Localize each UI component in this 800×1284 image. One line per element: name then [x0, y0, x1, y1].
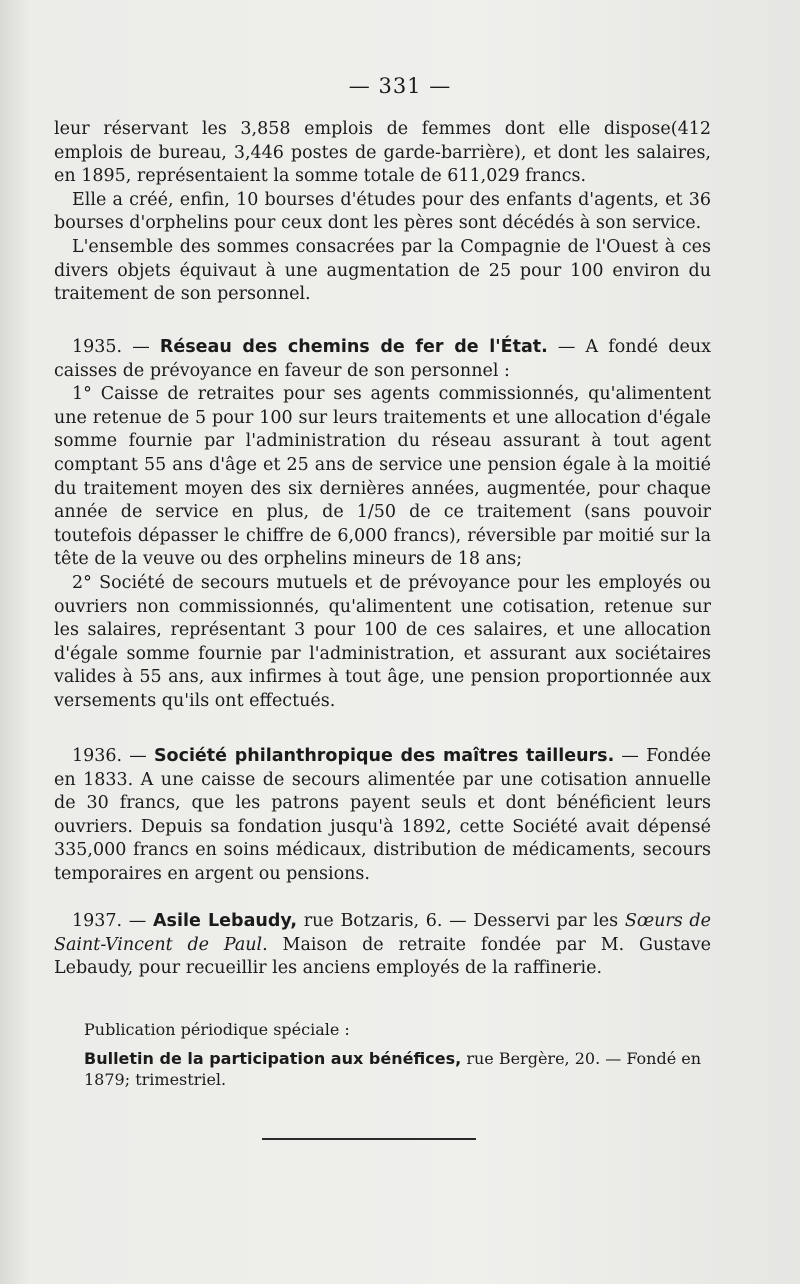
intro-paragraph-1: leur réservant les 3,858 emplois de femmes dont elle dispose(412 emplois de bureau, 3,446 postes de garde-barrière), et dont les salaires, en 1895, représentaient la somme totale de 611,029 francs. [54, 119, 711, 187]
entry-body-continued: Maison de retraite fondée par M. Gustave Lebaudy, pour recueillir les anciens employés de la raffinerie. [54, 934, 711, 979]
entry-italic: Sœurs de Saint-Vincent de Paul. [54, 911, 711, 955]
end-rule [262, 1138, 476, 1140]
bulletin-title: Bulletin de la participation aux bénéfices, [84, 1049, 462, 1068]
entry-1935 [54, 336, 711, 714]
entry-title: Société philanthropique des maîtres tailleurs. [153, 746, 615, 766]
page-number: — 331 — [348, 74, 452, 98]
entry-1935-item-2: 2° Société de secours mutuels et de prévoyance pour les employés ou ouvriers non commissionnés, qu'alimentent une cotisation, retenue sur les salaires, représentant 3 pour 100 de ces salaires, et une allocation d'égale somme fournie par l'administration, et assurant aux sociétaires valides à 55 ans, aux infirmes à tout âge, une pension proportionnée aux versements qu'ils ont effectués. [54, 572, 711, 711]
entry-1936-paragraph [54, 745, 711, 887]
entry-number: 1937. — [72, 911, 147, 931]
intro-paragraph-3: L'ensemble des sommes consacrées par la Compagnie de l'Ouest à ces divers objets équivaut à une augmentation de 25 pour 100 environ du traitement de son personnel. [54, 236, 711, 305]
entry-body: rue Botzaris, 6. — Desservi par les [297, 911, 625, 931]
entry-number: 1935. — [72, 337, 150, 357]
intro-paragraph-2: Elle a créé, enfin, 10 bourses d'études pour des enfants d'agents, et 36 bourses d'orphelins pour ceux dont les pères sont décédés à son service. [54, 189, 711, 234]
entry-1937-paragraph [54, 910, 711, 981]
entry-body: — Fondée en 1833. A une caisse de secours alimentée par une cotisation annuelle de 30 francs, que les patrons payent seuls et dont bénéficient leurs ouvriers. Depuis sa fondation jusqu'à 1892, cette Société avait dépensé 335,000 francs en soins médicaux, distribution de médicaments, secours temporaires en argent ou pensions. [54, 746, 711, 884]
intro-section [54, 118, 711, 307]
bulletin-body: rue Bergère, 20. — Fondé en 1879; trimestriel. [84, 1049, 702, 1089]
entry-lead: — A fondé deux caisses de prévoyance en faveur de son personnel : [54, 337, 711, 381]
entry-number: 1936. — [72, 746, 147, 766]
entry-1937 [54, 910, 711, 981]
entry-1935-heading [54, 336, 711, 383]
entry-title: Asile Lebaudy, [152, 911, 298, 931]
entry-title: Réseau des chemins de fer de l'État. [159, 337, 548, 357]
bulletin-entry [84, 1048, 724, 1090]
entry-1935-item-1: 1° Caisse de retraites pour ses agents commissionnés, qu'alimentent une retenue de 5 pour 100 sur leurs traitements et une allocation d'égale somme fournie par l'administration du réseau assurant à tout agent comptant 55 ans d'âge et 25 ans de service une pension égale à la moitié du traitement moyen des six dernières années, augmentée, pour chaque année de service en plus, de 1/50 de ce traitement (sans pouvoir toutefois dépasser le chiffre de 6,000 francs), réversible par moitié sur la tête de la veuve ou des orphelins mineurs de 18 ans; [54, 384, 711, 570]
publication-label: Publication périodique spéciale : [84, 1020, 350, 1039]
entry-1936 [54, 745, 711, 887]
